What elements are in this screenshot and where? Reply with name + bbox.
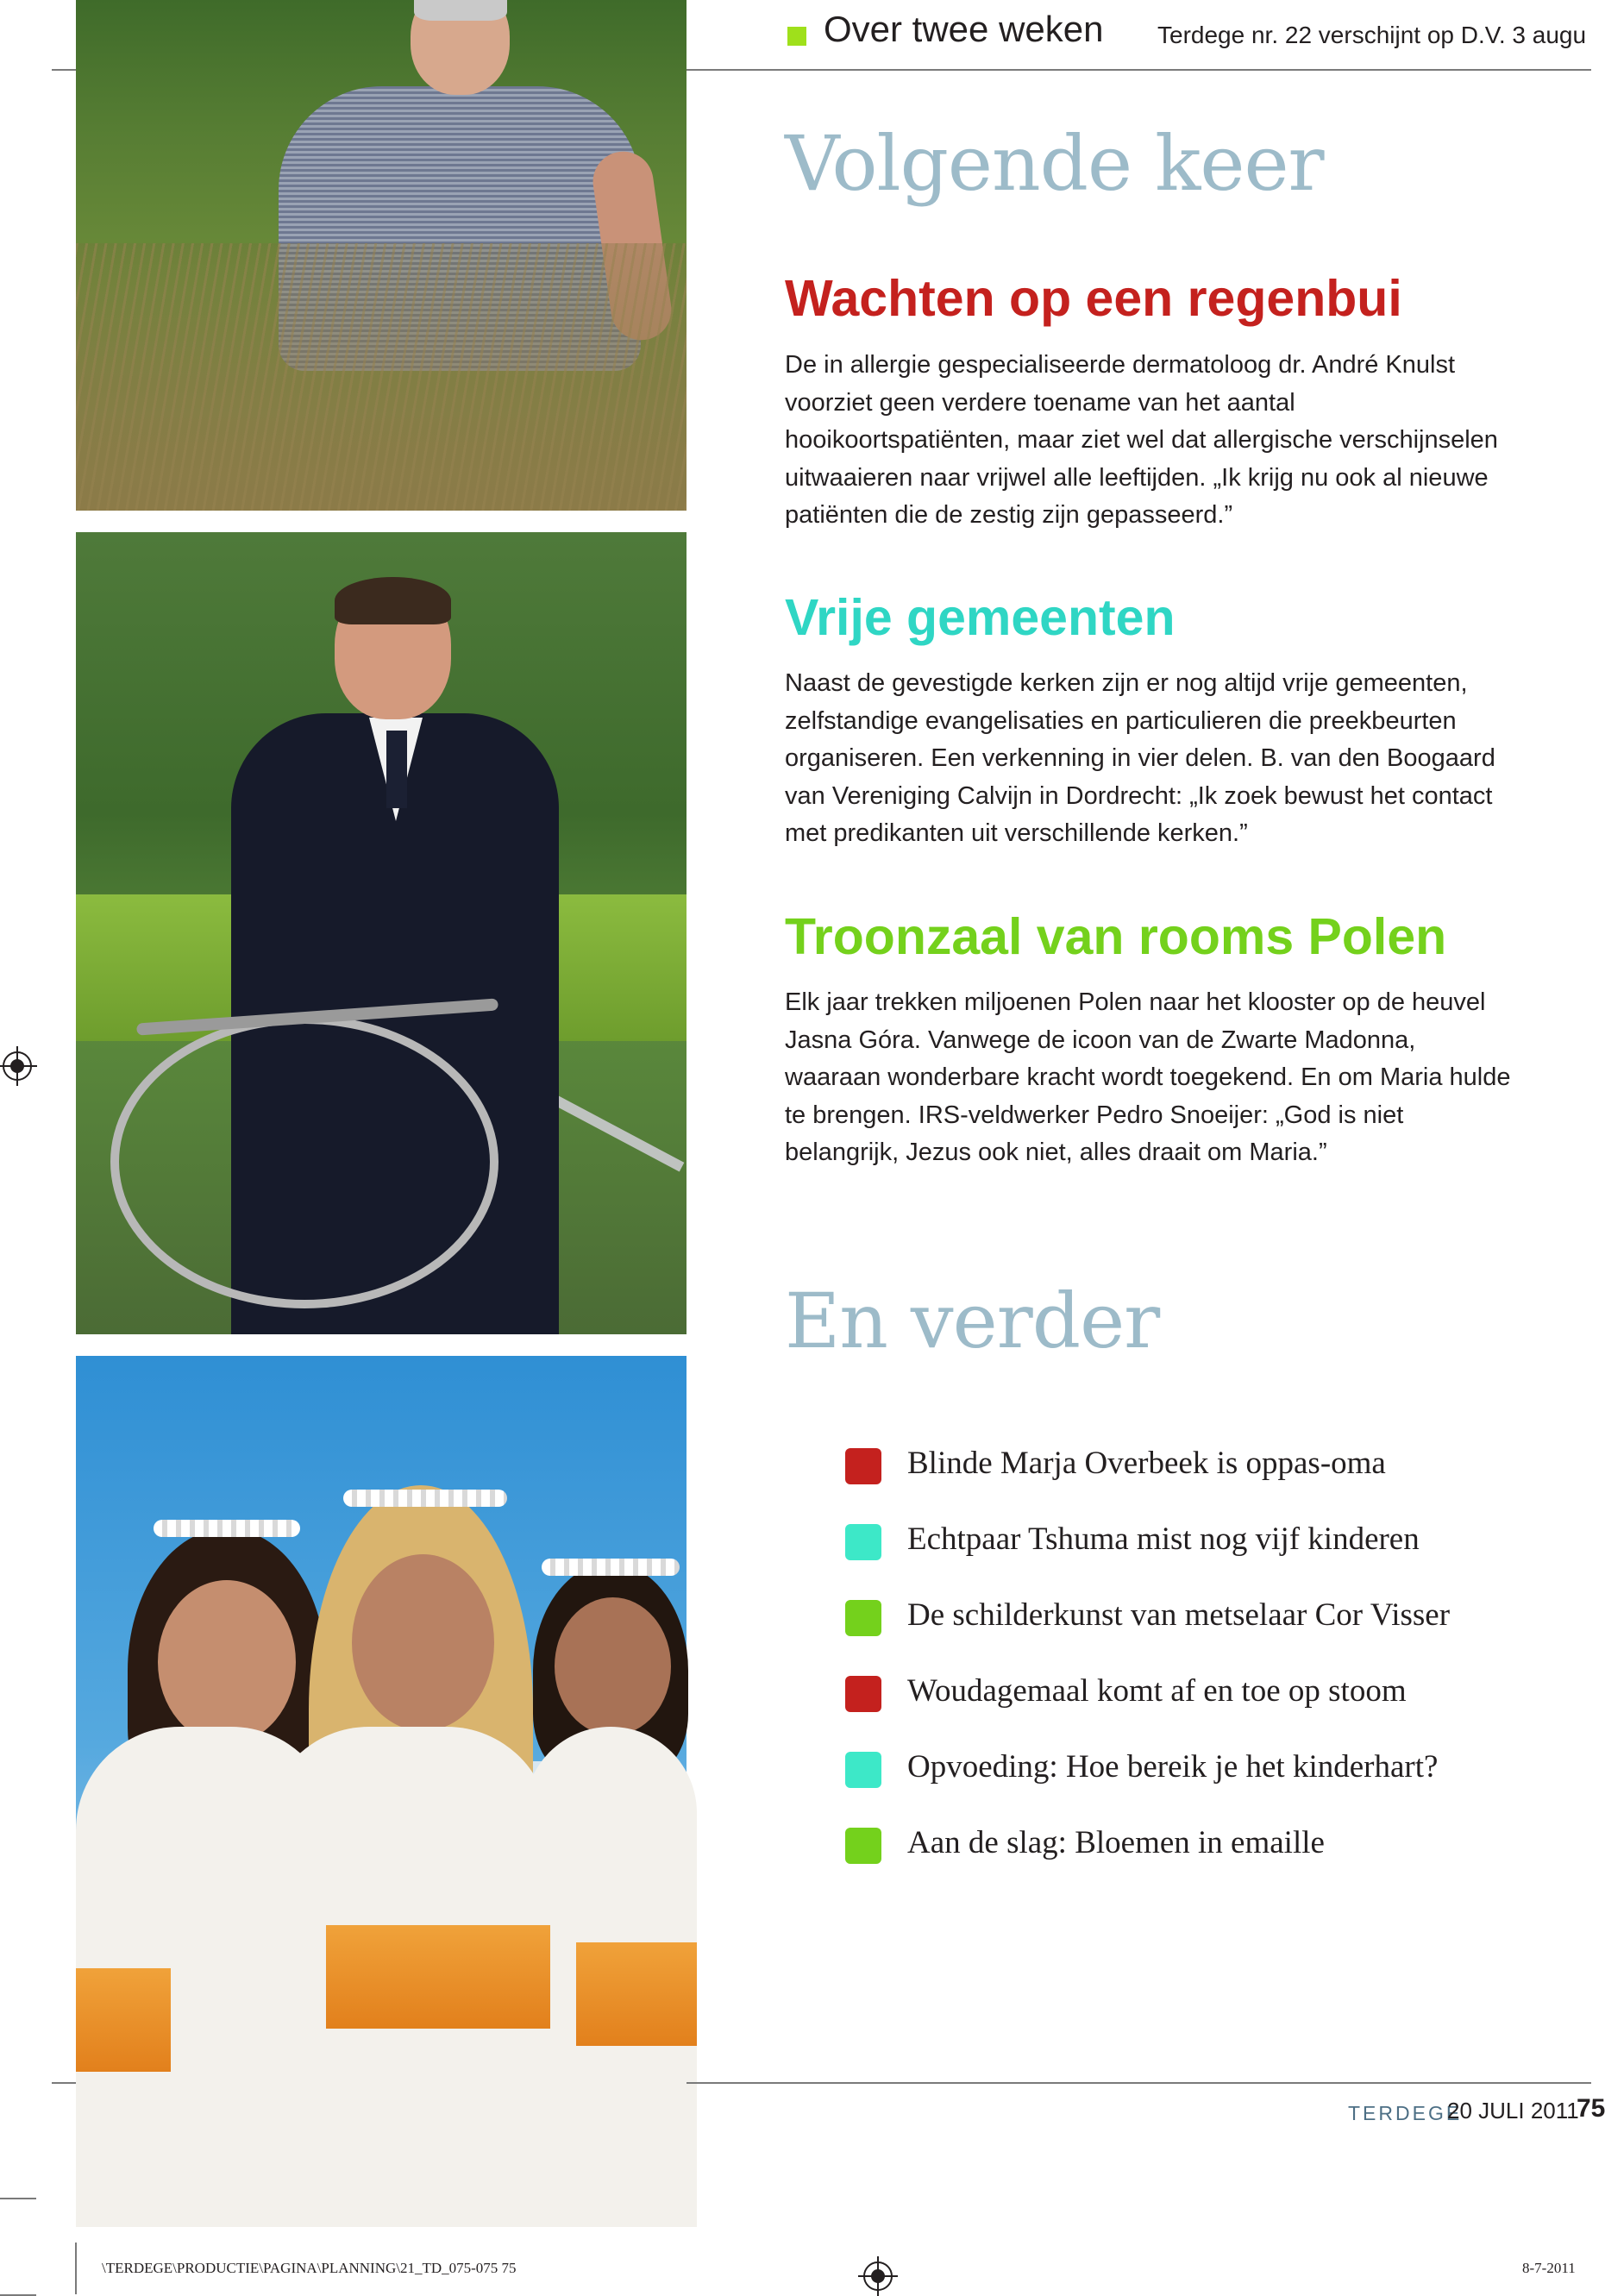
photo-figure-tie (386, 731, 407, 808)
footer-brand: TERDEGE (1348, 2102, 1463, 2124)
bullet-square-icon (845, 1676, 881, 1712)
bullet-square-icon (845, 1600, 881, 1636)
bullet-square-icon (845, 1752, 881, 1788)
frame-rule-top (687, 69, 1591, 71)
photo-flower-crown (154, 1520, 300, 1537)
photo-bicycle-wheel (110, 1015, 498, 1308)
photo-sash (76, 1968, 171, 2072)
photo-sash (576, 1942, 697, 2046)
list-item-label: Woudagemaal komt af en toe op stoom (907, 1673, 1407, 1709)
registration-mark-icon (3, 1051, 32, 1081)
registration-mark-icon (863, 2261, 893, 2291)
list-item-label: Blinde Marja Overbeek is oppas-oma (907, 1446, 1386, 1481)
print-slug-path: \TERDEGE\PRODUCTIE\PAGINA\PLANNING\21_TD_075-075 75 (102, 2260, 517, 2276)
photo-man-in-grass (76, 0, 687, 511)
frame-rule-top-left (52, 69, 76, 71)
list-item-label: Echtpaar Tshuma mist nog vijf kinderen (907, 1521, 1420, 1557)
photo-flower-crown (542, 1559, 680, 1576)
photo-grass (76, 243, 687, 511)
bullet-square-icon (845, 1448, 881, 1484)
bullet-square-icon (845, 1828, 881, 1864)
article-heading-1: Wachten op een regenbui (785, 270, 1402, 327)
crop-mark (0, 2198, 36, 2199)
list-item-label: Opvoeding: Hoe bereik je het kinderhart? (907, 1749, 1439, 1785)
article-body-3: Elk jaar trekken miljoenen Polen naar het klooster op de heuvel Jasna Góra. Vanwege de icoon van de Zwarte Madonna, waaraan wonderbare kracht wordt toegekend. En om Maria hulde te brengen. IRS-veldwerker Pedro Snoeijer: „God is niet belangrijk, Jezus ook niet, alles draait om Maria.” (785, 988, 1511, 1166)
crop-mark (75, 2243, 77, 2294)
photo-sash (326, 1925, 550, 2029)
frame-rule-bottom (687, 2082, 1591, 2084)
print-slug-date: 8-7-2011 (1522, 2260, 1576, 2276)
photo-man-with-bicycle (76, 532, 687, 1334)
photo-girl-face (158, 1580, 296, 1744)
photo-figure-hair (335, 577, 451, 624)
header-issue-note: Terdege nr. 22 verschijnt op D.V. 3 augu (1157, 22, 1587, 48)
article-body-1: De in allergie gespecialiseerde dermatoloog dr. André Knulst voorziet geen verdere toename van het aantal hooikoortspatiënten, maar ziet wel dat allergische verschijnselen uitwaaieren naar vrijwel alle leeftijden. „Ik krijg nu ook al nieuwe patiënten die de zestig zijn gepasseerd.” (785, 351, 1498, 529)
photo-girl-face (352, 1554, 494, 1731)
page-number: 75 (1577, 2094, 1605, 2123)
header-title: Over twee weken (824, 9, 1104, 49)
list-item-label: Aan de slag: Bloemen in emaille (907, 1825, 1325, 1860)
frame-rule-bottom-left (52, 2082, 76, 2084)
photo-figure-hair (414, 0, 507, 21)
bullet-square-icon (845, 1524, 881, 1560)
article-heading-2: Vrije gemeenten (785, 589, 1176, 646)
footer-date: 20 JULI 2011 (1447, 2098, 1579, 2123)
photo-flower-crown (343, 1490, 507, 1507)
photo-communion-girls (76, 1356, 687, 2223)
section-title-further: En verder (785, 1277, 1160, 1365)
article-body-2: Naast de gevestigde kerken zijn er nog altijd vrije gemeenten, zelfstandige evangelisaties en particulieren die preekbeurten organiseren. Een verkenning in vier delen. B. van den Boogaard van Vereniging Calvijn in Dordrecht: „Ik zoek bewust het contact met predikanten uit verschillende kerken.” (785, 669, 1495, 847)
header-bullet-square (787, 27, 806, 46)
article-heading-3: Troonzaal van rooms Polen (785, 908, 1447, 965)
section-title-next-time: Volgende keer (785, 119, 1324, 208)
photo-girl-face (555, 1597, 671, 1735)
list-item-label: De schilderkunst van metselaar Cor Visser (907, 1597, 1451, 1633)
